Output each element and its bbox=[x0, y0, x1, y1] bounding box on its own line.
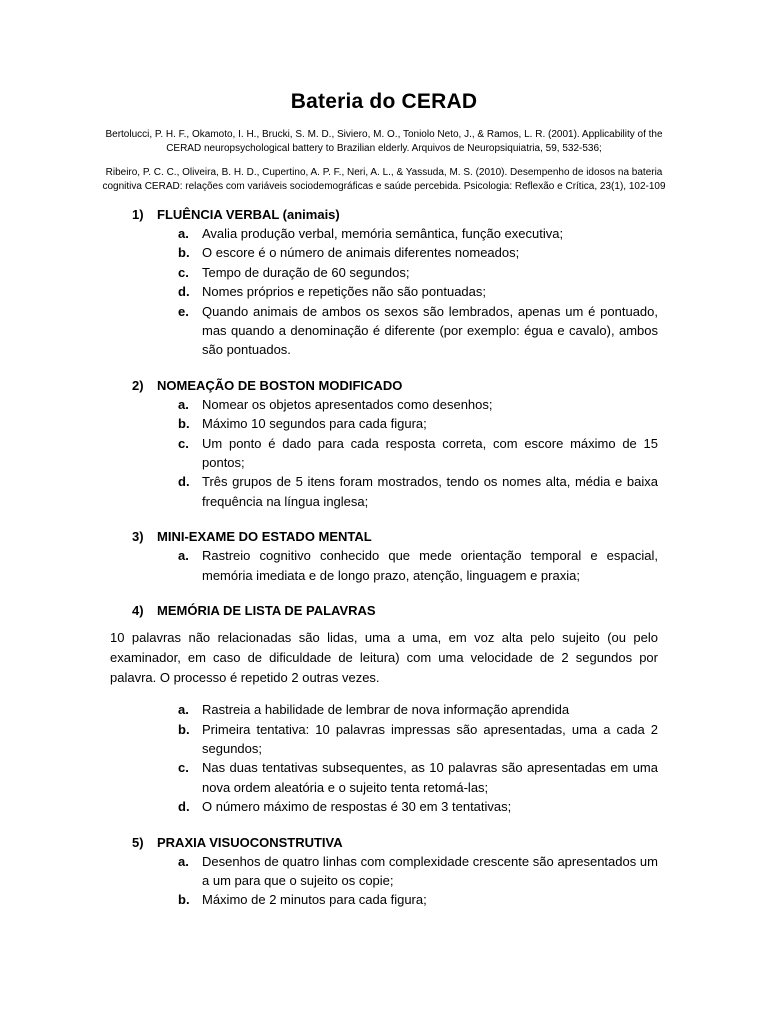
reference-2: Ribeiro, P. C. C., Oliveira, B. H. D., Cupertino, A. P. F., Neri, A. L., & Yassuda, M. S. (2010). Desempenho de idosos na bateria cognitiva CERAD: relações com variáveis sociodemográficas e saúde percebida. Psicologia: Reflexão e Crítica, 23(1), 102-109 bbox=[102, 167, 666, 192]
list-item bbox=[178, 546, 658, 585]
item-letter: d. bbox=[178, 474, 190, 490]
document-title: Bateria do CERAD bbox=[290, 90, 478, 113]
item-letter: a. bbox=[178, 702, 189, 718]
list-item bbox=[178, 263, 658, 282]
item-letter: a. bbox=[178, 396, 189, 412]
list-item bbox=[178, 720, 658, 759]
section-number: 4) bbox=[132, 603, 144, 619]
item-text: O número máximo de respostas é 30 em 3 tentativas; bbox=[202, 799, 512, 815]
item-text: Rastreio cognitivo conhecido que mede orientação temporal e espacial, memória imediata e de longo prazo, atenção, linguagem e praxia; bbox=[202, 548, 658, 583]
item-letter: c. bbox=[178, 264, 189, 280]
section-heading bbox=[132, 376, 658, 395]
reference-1: Bertolucci, P. H. F., Okamoto, I. H., Brucki, S. M. D., Siviero, M. O., Toniolo Neto, J., & Ramos, L. R. (2001). Applicability of the CERAD neuropsychological battery to Brazilian elderly. Arquivos de Neuropsiquiatria, 59, 532-536; bbox=[105, 129, 663, 154]
section-title: MINI-EXAME DO ESTADO MENTAL bbox=[157, 529, 372, 545]
item-list bbox=[110, 395, 658, 511]
item-letter: b. bbox=[178, 721, 190, 737]
list-item bbox=[178, 472, 658, 511]
item-text: Três grupos de 5 itens foram mostrados, tendo os nomes alta, média e baixa frequência na língua inglesa; bbox=[202, 474, 658, 509]
item-text: Rastreia a habilidade de lembrar de nova informação aprendida bbox=[202, 702, 570, 718]
item-text: Primeira tentativa: 10 palavras impressas são apresentadas, uma a cada 2 segundos; bbox=[202, 721, 658, 756]
item-letter: c. bbox=[178, 760, 189, 776]
item-list bbox=[110, 852, 658, 910]
item-letter: d. bbox=[178, 284, 190, 300]
item-text: Quando animais de ambos os sexos são lembrados, apenas um é pontuado, mas quando a denominação é diferente (por exemplo: égua e cavalo), ambos são pontuados. bbox=[202, 303, 658, 358]
list-item bbox=[178, 282, 658, 301]
item-letter: c. bbox=[178, 435, 189, 451]
list-item bbox=[178, 243, 658, 262]
section-number: 3) bbox=[132, 529, 144, 545]
section-heading bbox=[132, 527, 658, 546]
section-paragraph: 10 palavras não relacionadas são lidas, uma a uma, em voz alta pelo sujeito (ou pelo examinador, em caso de dificuldade de leitura) com uma velocidade de 2 segundos por palavra. O processo é repetido 2 outras vezes. bbox=[110, 630, 658, 686]
section-fluencia-verbal bbox=[110, 205, 658, 360]
section-title: NOMEAÇÃO DE BOSTON MODIFICADO bbox=[157, 377, 403, 393]
section-heading bbox=[132, 205, 658, 224]
section-memoria-lista bbox=[110, 601, 658, 816]
item-text: Tempo de duração de 60 segundos; bbox=[202, 264, 410, 280]
section-title: PRAXIA VISUOCONSTRUTIVA bbox=[157, 834, 343, 850]
item-text: Máximo de 2 minutos para cada figura; bbox=[202, 892, 427, 908]
item-letter: a. bbox=[178, 853, 189, 869]
item-letter: b. bbox=[178, 416, 190, 432]
section-mini-exame bbox=[110, 527, 658, 585]
item-letter: a. bbox=[178, 548, 189, 564]
section-number: 5) bbox=[132, 834, 144, 850]
section-number: 1) bbox=[132, 207, 144, 222]
item-list bbox=[110, 224, 658, 360]
item-list bbox=[110, 700, 658, 816]
section-number: 2) bbox=[132, 377, 144, 393]
list-item bbox=[178, 302, 658, 360]
list-item bbox=[178, 890, 658, 909]
list-item bbox=[178, 797, 658, 816]
section-nomeacao-boston bbox=[110, 376, 658, 511]
item-text: Um ponto é dado para cada resposta correta, com escore máximo de 15 pontos; bbox=[202, 435, 658, 471]
list-item bbox=[178, 434, 658, 473]
item-letter: b. bbox=[178, 245, 190, 261]
section-heading bbox=[132, 833, 658, 852]
item-text: Nomes próprios e repetições não são pontuadas; bbox=[202, 284, 487, 300]
list-item bbox=[178, 700, 658, 719]
list-item bbox=[178, 395, 658, 414]
item-text: Nas duas tentativas subsequentes, as 10 palavras são apresentadas em uma nova ordem aleatória e o sujeito tenta retomá-las; bbox=[202, 760, 658, 795]
section-praxia bbox=[110, 833, 658, 910]
item-text: Desenhos de quatro linhas com complexidade crescente são apresentados um a um para que o sujeito os copie; bbox=[202, 853, 658, 888]
section-title: MEMÓRIA DE LISTA DE PALAVRAS bbox=[157, 603, 376, 619]
item-text: Avalia produção verbal, memória semântica, função executiva; bbox=[202, 226, 564, 241]
list-item bbox=[178, 414, 658, 433]
item-list bbox=[110, 546, 658, 585]
section-heading bbox=[132, 601, 658, 620]
item-letter: e. bbox=[178, 303, 189, 319]
section-title: FLUÊNCIA VERBAL (animais) bbox=[157, 207, 340, 222]
references bbox=[102, 128, 666, 194]
item-letter: b. bbox=[178, 892, 190, 908]
item-letter: d. bbox=[178, 799, 190, 815]
item-letter: a. bbox=[178, 226, 189, 241]
list-item bbox=[178, 852, 658, 891]
list-item bbox=[178, 224, 658, 243]
item-text: Nomear os objetos apresentados como desenhos; bbox=[202, 396, 493, 412]
item-text: Máximo 10 segundos para cada figura; bbox=[202, 416, 427, 432]
list-item bbox=[178, 758, 658, 797]
item-text: O escore é o número de animais diferentes nomeados; bbox=[202, 245, 520, 261]
